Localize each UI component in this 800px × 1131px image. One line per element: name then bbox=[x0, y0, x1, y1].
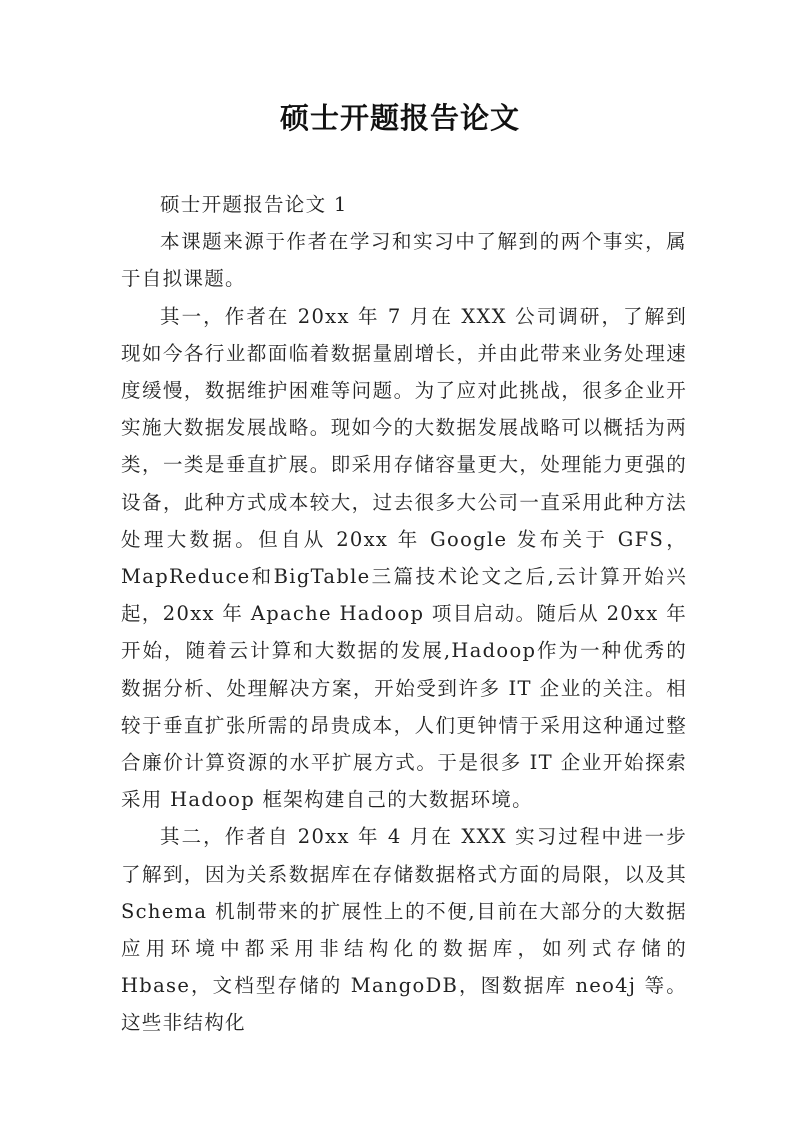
paragraph-topic-source: 本课题来源于作者在学习和实习中了解到的两个事实，属于自拟课题。 bbox=[121, 230, 687, 291]
document-title: 硕士开题报告论文 bbox=[279, 101, 520, 135]
paragraph-second-fact: 其二，作者自 20xx 年 4 月在 XXX 实习过程中进一步了解到，因为关系数据库在存储数据格式方面的局限，以及其 Schema 机制带来的扩展性上的不便,目前在大部分的大数据应用环境中都采用非结构化的数据库，如列式存储的 Hbase，文档型存储的 MangoDB，图数据库 neo4j 等。这些非结构化 bbox=[121, 825, 687, 1035]
section-heading: 硕士开题报告论文 1 bbox=[160, 193, 348, 216]
paragraph-first-fact: 其一，作者在 20xx 年 7 月在 XXX 公司调研，了解到现如今各行业都面临着数据量剧增长，并由此带来业务处理速度缓慢，数据维护困难等问题。为了应对此挑战，很多企业开实施大数据发展战略。现如今的大数据发展战略可以概括为两类，一类是垂直扩展。即采用存储容量更大，处理能力更强的设备，此种方式成本较大，过去很多大公司一直采用此种方法处理大数据。但自从 20xx 年 Google 发布关于 GFS，MapReduce和BigTable三篇技术论文之后,云计算开始兴起，20xx 年 Apache Hadoop 项目启动。随后从 20xx 年开始，随着云计算和大数据的发展,Hadoop作为一种优秀的数据分析、处理解决方案，开始受到许多 IT 企业的关注。相较于垂直扩张所需的昂贵成本，人们更钟情于采用这种通过整合廉价计算资源的水平扩展方式。于是很多 IT 企业开始探索采用 Hadoop 框架构建自己的大数据环境。 bbox=[121, 304, 687, 812]
document-body bbox=[121, 186, 687, 1042]
